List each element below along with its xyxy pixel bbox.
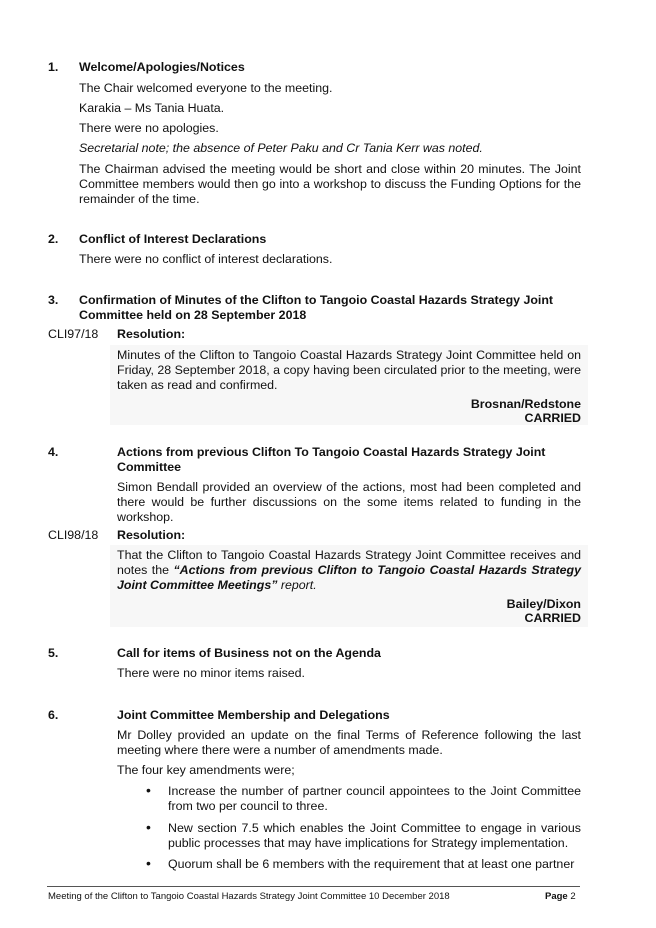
section-5-number: 5. — [48, 646, 59, 660]
section-1-number: 1. — [48, 60, 59, 74]
bullet-item-3: Quorum shall be 6 members with the requirement that at least one partner — [168, 857, 575, 871]
section-5-title: Call for items of Business not on the Agenda — [117, 646, 381, 660]
footer-divider — [47, 886, 580, 887]
section-2-title: Conflict of Interest Declarations — [79, 232, 267, 246]
report-title: “Actions from previous Clifton to Tangoio Coastal Hazards Strategy Joint Committee Meetings” — [117, 563, 582, 592]
footer-page — [545, 891, 576, 902]
section-3-title: Confirmation of Minutes of the Clifton to Tangoio Coastal Hazards Strategy Joint Committee held on 28 September 2018 — [79, 293, 554, 322]
resolution-text: Minutes of the Clifton to Tangoio Coastal Hazards Strategy Joint Committee held on Friday, 28 September 2018, a copy having been circulated prior to the meeting, were taken as read and confirmed. — [117, 348, 581, 392]
resolution-label: Resolution: — [117, 528, 186, 542]
section-5-para-1: There were no minor items raised. — [117, 666, 305, 680]
section-6-para-1: Mr Dolley provided an update on the final Terms of Reference following the last meeting where there were a number of amendments made. — [117, 728, 581, 757]
footer-meeting-title: Meeting of the Clifton to Tangoio Coastal Hazards Strategy Joint Committee 10 December 2018 — [48, 891, 450, 902]
bullet-item-2: New section 7.5 which enables the Joint Committee to engage in various public processes that may have implications for Strategy implementation. — [168, 821, 581, 850]
page-number: 2 — [570, 891, 576, 902]
resolution-code: CLI97/18 — [48, 327, 99, 341]
section-1-para-1: The Chair welcomed everyone to the meeting. — [79, 81, 333, 95]
section-1-title: Welcome/Apologies/Notices — [79, 60, 245, 74]
section-4-para-1: Simon Bendall provided an overview of the actions, most had been completed and there would be further discussions on the some items related to funding in the workshop. — [117, 480, 581, 524]
resolution-text-post: report. — [277, 578, 317, 592]
resolution-label: Resolution: — [117, 327, 186, 341]
resolution-movers: Brosnan/Redstone — [470, 397, 581, 411]
section-1-para-5: The Chairman advised the meeting would be short and close within 20 minutes. The Joint Committee members would then go into a workshop to discuss the Funding Options for the remainder of the time. — [79, 162, 581, 206]
bullet-icon: • — [146, 855, 151, 871]
section-4-number: 4. — [48, 445, 59, 459]
page-label: Page — [545, 891, 568, 902]
resolution-movers: Bailey/Dixon — [506, 597, 581, 611]
section-4-title: Actions from previous Clifton To Tangoio Coastal Hazards Strategy Joint Committee — [117, 445, 546, 474]
resolution-text-pre: That the Clifton to Tangoio Coastal Hazards Strategy Joint Committee receives and notes the — [117, 548, 581, 577]
section-6-para-2: The four key amendments were; — [117, 763, 295, 777]
resolution-code: CLI98/18 — [48, 528, 99, 542]
section-1-para-3: There were no apologies. — [79, 121, 219, 135]
section-3-number: 3. — [48, 293, 59, 307]
bullet-icon: • — [146, 819, 151, 835]
section-2-para-1: There were no conflict of interest declarations. — [79, 252, 333, 266]
section-2-number: 2. — [48, 232, 59, 246]
resolution-text — [117, 548, 581, 593]
section-1-secretarial-note: Secretarial note; the absence of Peter Paku and Cr Tania Kerr was noted. — [79, 141, 483, 155]
section-6-number: 6. — [48, 708, 59, 722]
section-1-para-2: Karakia – Ms Tania Huata. — [79, 101, 225, 115]
bullet-item-1: Increase the number of partner council appointees to the Joint Committee from two per council to three. — [168, 784, 581, 813]
bullet-icon: • — [146, 782, 151, 798]
resolution-status: CARRIED — [524, 411, 581, 425]
section-6-title: Joint Committee Membership and Delegations — [117, 708, 390, 722]
resolution-status: CARRIED — [524, 611, 581, 625]
